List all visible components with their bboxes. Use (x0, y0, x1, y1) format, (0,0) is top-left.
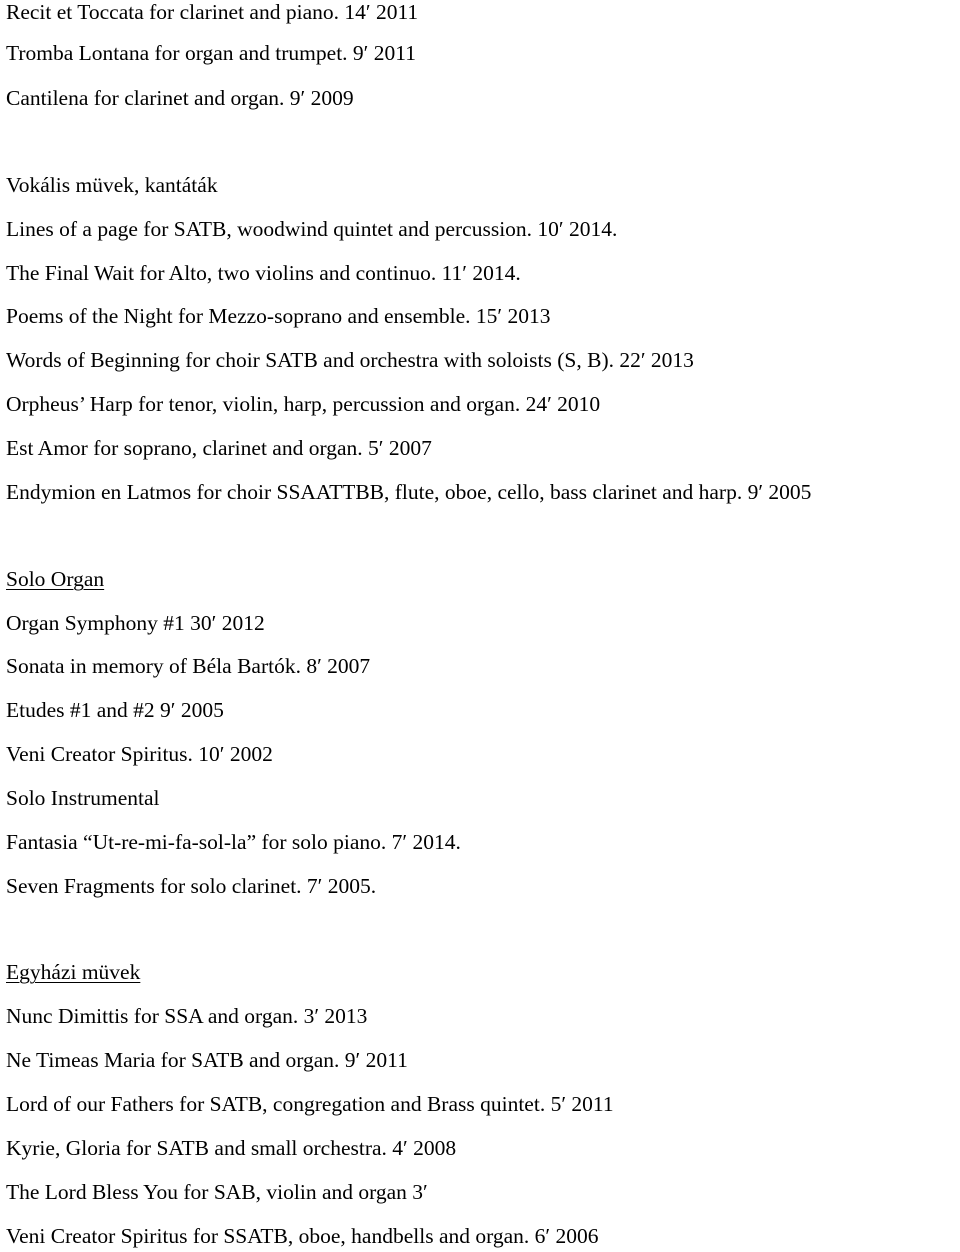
work-entry: The Lord Bless You for SAB, violin and organ 3′ (6, 1180, 428, 1204)
work-entry: Recit et Toccata for clarinet and piano. 14′ 2011 (6, 0, 419, 24)
work-entry: The Final Wait for Alto, two violins and continuo. 11′ 2014. (6, 261, 521, 285)
work-entry: Cantilena for clarinet and organ. 9′ 2009 (6, 86, 354, 110)
work-entry: Kyrie, Gloria for SATB and small orchestra. 4′ 2008 (6, 1136, 457, 1160)
work-entry: Est Amor for soprano, clarinet and organ. 5′ 2007 (6, 436, 432, 460)
work-entry: Sonata in memory of Béla Bartók. 8′ 2007 (6, 654, 371, 678)
work-entry: Organ Symphony #1 30′ 2012 (6, 611, 265, 635)
work-entry: Nunc Dimittis for SSA and organ. 3′ 2013 (6, 1004, 368, 1028)
section-heading-church: Egyházi müvek (6, 960, 141, 984)
section-heading-solo-organ: Solo Organ (6, 567, 105, 591)
work-entry: Orpheus’ Harp for tenor, violin, harp, percussion and organ. 24′ 2010 (6, 392, 601, 416)
work-entry: Ne Timeas Maria for SATB and organ. 9′ 2011 (6, 1048, 408, 1072)
work-entry: Seven Fragments for solo clarinet. 7′ 2005. (6, 874, 377, 898)
section-heading-vocal: Vokális müvek, kantáták (6, 173, 218, 197)
work-entry: Etudes #1 and #2 9′ 2005 (6, 698, 224, 722)
work-entry: Veni Creator Spiritus for SSATB, oboe, handbells and organ. 6′ 2006 (6, 1224, 599, 1248)
work-entry: Fantasia “Ut-re-mi-fa-sol-la” for solo piano. 7′ 2014. (6, 830, 461, 854)
work-entry: Words of Beginning for choir SATB and orchestra with soloists (S, B). 22′ 2013 (6, 348, 694, 372)
work-entry: Tromba Lontana for organ and trumpet. 9′ 2011 (6, 41, 416, 65)
work-entry: Veni Creator Spiritus. 10′ 2002 (6, 742, 273, 766)
work-entry: Lines of a page for SATB, woodwind quintet and percussion. 10′ 2014. (6, 217, 618, 241)
work-entry: Poems of the Night for Mezzo-soprano and ensemble. 15′ 2013 (6, 304, 551, 328)
work-entry: Endymion en Latmos for choir SSAATTBB, flute, oboe, cello, bass clarinet and harp. 9′ 2005 (6, 480, 812, 504)
work-entry: Lord of our Fathers for SATB, congregation and Brass quintet. 5′ 2011 (6, 1092, 614, 1116)
section-heading-solo-instrumental: Solo Instrumental (6, 786, 160, 810)
